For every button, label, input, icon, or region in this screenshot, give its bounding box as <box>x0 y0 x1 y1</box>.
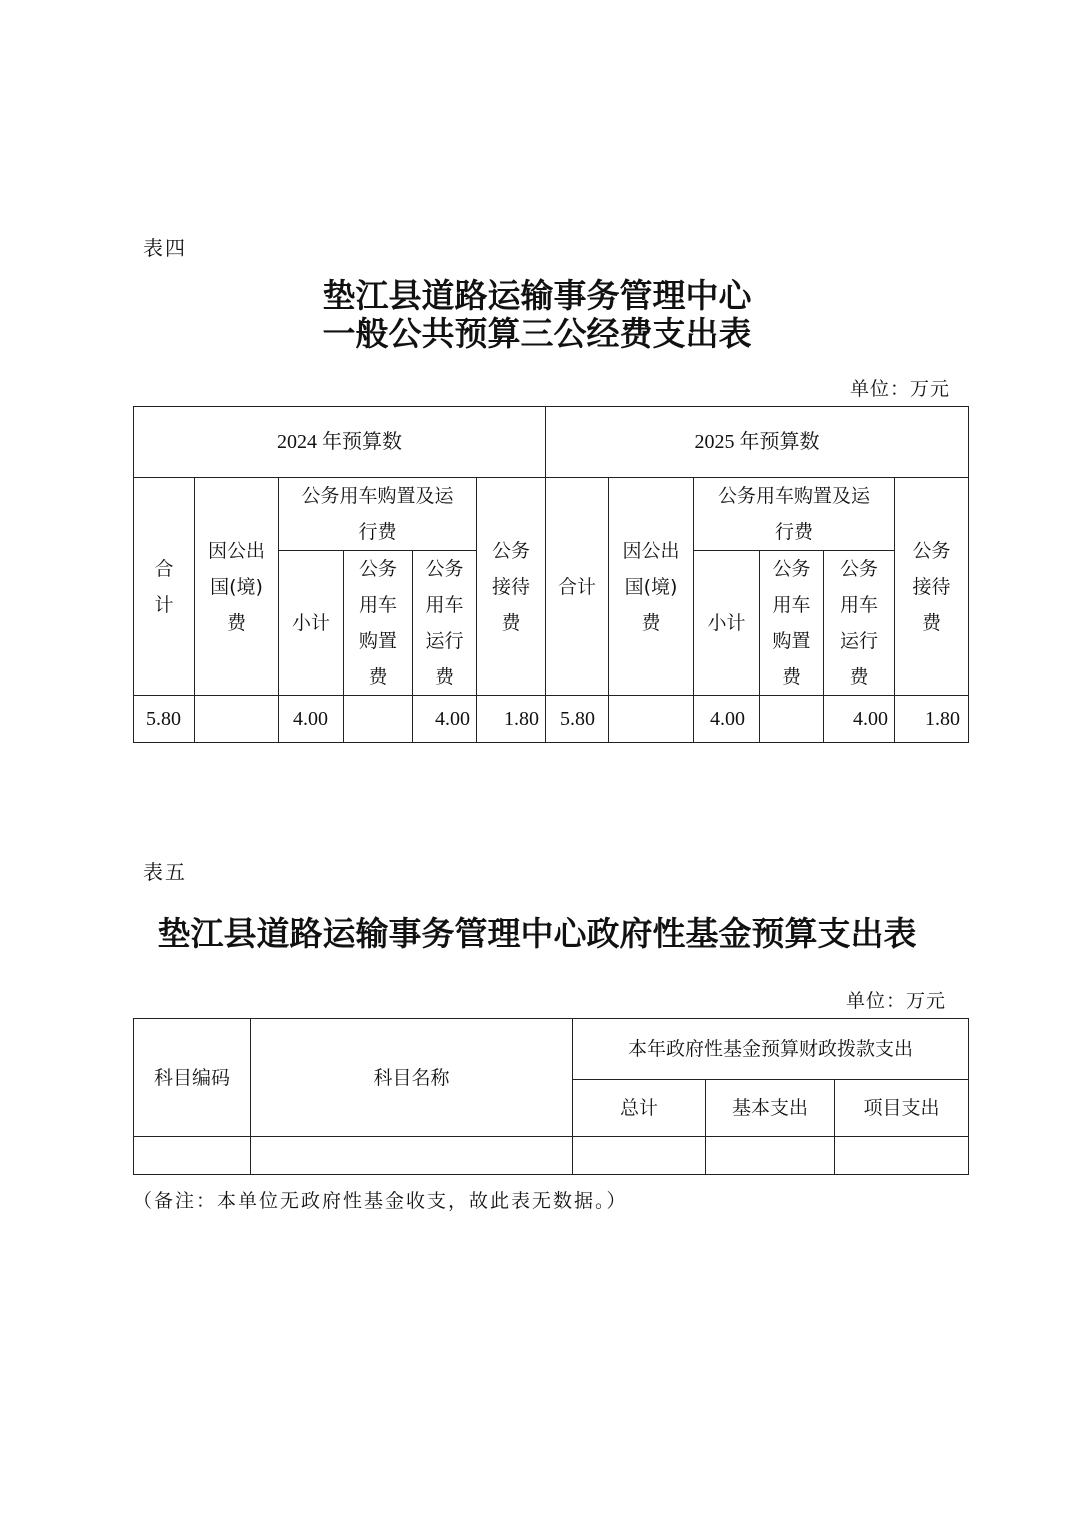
vehicle-purchase-2025-cell <box>760 696 824 743</box>
project-expense-cell <box>835 1137 969 1175</box>
fund-appropriation-header: 本年政府性基金预算财政拨款支出 <box>573 1019 969 1080</box>
abroad-fee-2024-cell <box>195 696 279 743</box>
table4-unit: 单位：万元 <box>850 378 951 400</box>
vehicle-purchase-2024-cell <box>344 696 413 743</box>
total-2024-header: 合 计 <box>134 478 195 696</box>
year-2024-header: 2024 年预算数 <box>134 407 546 478</box>
vehicle-purchase-2025-header: 公务 用车 购置 费 <box>760 551 824 696</box>
reception-fee-2025-cell: 1.80 <box>895 696 969 743</box>
abroad-fee-2024-header: 因公出 国(境) 费 <box>195 478 279 696</box>
total-2025-cell: 5.80 <box>546 696 609 743</box>
table4-label: 表四 <box>143 236 187 260</box>
vehicle-operation-2024-cell: 4.00 <box>413 696 477 743</box>
subtotal-2025-cell: 4.00 <box>694 696 760 743</box>
subject-name-cell <box>251 1137 573 1175</box>
basic-expense-header: 基本支出 <box>706 1080 835 1137</box>
table4-title-line1: 垫江县道路运输事务管理中心 <box>322 276 752 315</box>
total-2024-cell: 5.80 <box>134 696 195 743</box>
vehicle-purchase-2024-header: 公务 用车 购置 费 <box>344 551 413 696</box>
subject-code-cell <box>134 1137 251 1175</box>
project-expense-header: 项目支出 <box>835 1080 969 1137</box>
vehicle-group-2025-header: 公务用车购置及运 行费 <box>694 478 895 551</box>
abroad-fee-2025-header: 因公出 国(境) 费 <box>609 478 694 696</box>
vehicle-group-2024-header: 公务用车购置及运 行费 <box>279 478 477 551</box>
reception-fee-2024-header: 公务 接待 费 <box>477 478 546 696</box>
three-public-expenses-table <box>133 406 969 743</box>
total-header: 总计 <box>573 1080 706 1137</box>
subtotal-2025-header: 小计 <box>694 551 760 696</box>
abroad-fee-2025-cell <box>609 696 694 743</box>
subject-code-header: 科目编码 <box>134 1019 251 1137</box>
reception-fee-2024-cell: 1.80 <box>477 696 546 743</box>
government-fund-budget-table <box>133 1018 969 1175</box>
total-cell <box>573 1137 706 1175</box>
vehicle-operation-2025-header: 公务 用车 运行 费 <box>824 551 895 696</box>
vehicle-operation-2024-header: 公务 用车 运行 费 <box>413 551 477 696</box>
year-2025-header: 2025 年预算数 <box>546 407 969 478</box>
reception-fee-2025-header: 公务 接待 费 <box>895 478 969 696</box>
table5-note: （备注：本单位无政府性基金收支，故此表无数据。） <box>133 1190 628 1212</box>
subject-name-header: 科目名称 <box>251 1019 573 1137</box>
table5-title: 垫江县道路运输事务管理中心政府性基金预算支出表 <box>157 914 917 953</box>
subtotal-2024-cell: 4.00 <box>279 696 344 743</box>
table5-unit: 单位：万元 <box>846 990 947 1012</box>
table4-title-line2: 一般公共预算三公经费支出表 <box>322 314 752 353</box>
table-row <box>134 696 969 743</box>
vehicle-operation-2025-cell: 4.00 <box>824 696 895 743</box>
basic-expense-cell <box>706 1137 835 1175</box>
total-2025-header: 合计 <box>546 478 609 696</box>
subtotal-2024-header: 小计 <box>279 551 344 696</box>
table-row <box>134 1137 969 1175</box>
table5-label: 表五 <box>143 860 187 884</box>
